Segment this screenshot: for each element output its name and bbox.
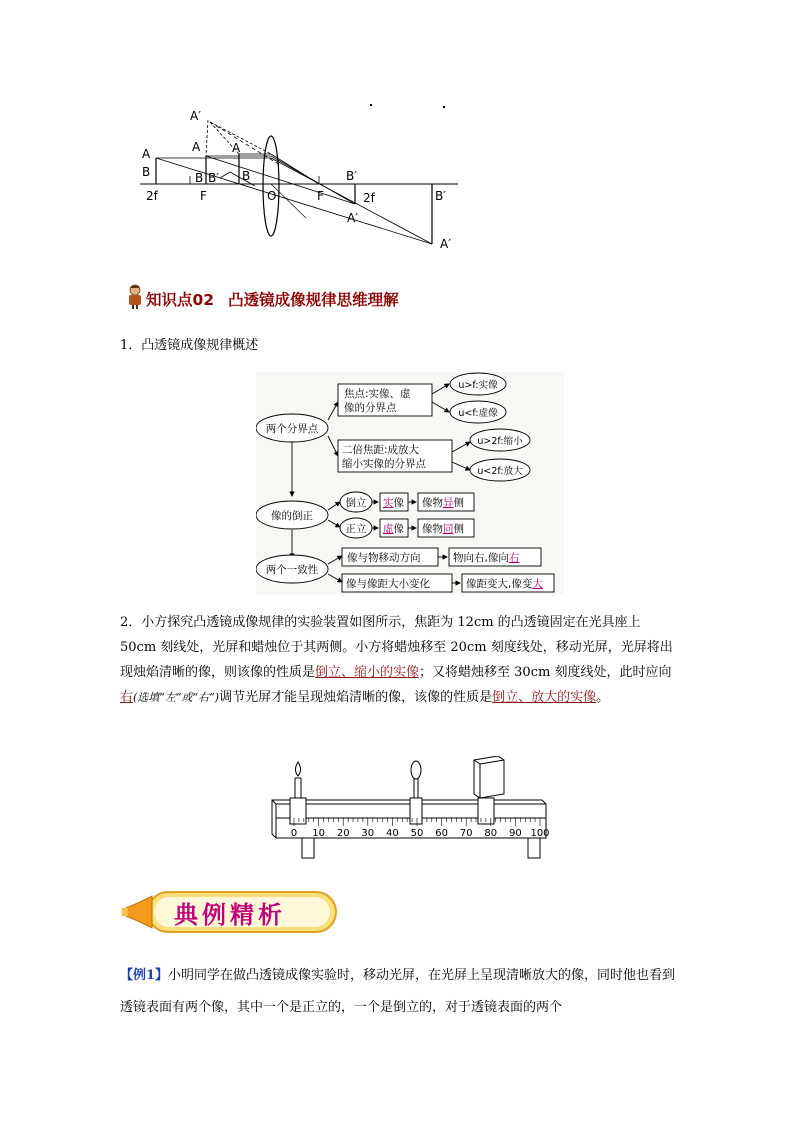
cm-focus-1: 焦点:实像、虚 — [344, 388, 411, 400]
cm-consistency: 两个一致性 — [265, 564, 319, 576]
scale-label: 80 — [484, 828, 498, 839]
label: 2f — [146, 189, 158, 203]
scale-label: 60 — [435, 828, 448, 839]
cm-double-out2: u<2f:放大 — [477, 466, 523, 477]
cm-virtual: 虚像 — [383, 523, 404, 535]
scale-label: 70 — [459, 828, 473, 839]
scale-label: 20 — [336, 828, 350, 839]
cm-move-dir: 像与物移动方向 — [347, 552, 421, 564]
megaphone-icon — [126, 896, 152, 928]
answer-2: 右 — [120, 690, 134, 705]
cm-focus-out1: u>f:实像 — [458, 380, 498, 391]
optical-bench-figure — [262, 756, 562, 866]
teacher-icon — [126, 283, 144, 309]
label: F — [200, 189, 207, 203]
knowledge-point-heading: 凸透镜成像规律思维理解 — [228, 291, 399, 309]
label: A — [142, 147, 151, 161]
scale-label: 40 — [386, 828, 399, 839]
label: B — [195, 171, 204, 185]
cm-size-rule: 像距变大,像变大 — [466, 578, 543, 590]
example-text: 小明同学在做凸透镜成像实验时，移动光屏，在光屏上呈现清晰放大的像，同时他也看到透镜表面有两个像，其中一个是正立的，一个是倒立的，对于透镜表面的两个 — [120, 968, 676, 1015]
examples-banner-title: 典例精析 — [174, 901, 286, 929]
concept-map — [256, 372, 564, 594]
scale-label: 0 — [290, 828, 298, 839]
scale-label: 50 — [410, 828, 424, 839]
cm-same: 像物同侧 — [422, 523, 464, 535]
example-label: 【例1】 — [120, 968, 169, 983]
cm-orient: 像的倒正 — [271, 510, 313, 522]
label: F — [317, 189, 324, 203]
answer-3: 倒立、放大的实像 — [492, 690, 597, 705]
label: B — [142, 165, 151, 179]
knowledge-point-number: 知识点02 — [146, 291, 215, 309]
scale-label: 10 — [312, 828, 325, 839]
label: 2f — [363, 191, 375, 205]
cm-focus-2: 像的分界点 — [344, 402, 397, 414]
scale-label: 90 — [509, 828, 522, 839]
label: B′ — [208, 171, 219, 185]
cm-opposite: 像物异侧 — [422, 497, 464, 509]
label: B′ — [346, 169, 357, 183]
cm-size-dir: 像与像距大小变化 — [346, 578, 430, 590]
cm-real: 实像 — [383, 497, 404, 509]
label: B — [242, 169, 251, 183]
cm-double-1: 二倍焦距:成放大 — [342, 444, 420, 456]
label: A′ — [440, 237, 451, 251]
label: A — [192, 140, 201, 154]
example-1 — [120, 960, 680, 1024]
question-2: 2．小方探究凸透镜成像规律的实验装置如图所示，焦距为 12cm 的凸透镜固定在光具座上 50cm 刻线处，光屏和蜡烛位于其两侧。小方将蜡烛移至 20cm 刻度线处，移动光屏，光屏将出现烛焰清晰的像，则该像的性质是倒立、缩小的实像；又将蜡烛移至 30cm 刻度线处，此时应向右(选填“左”或“右”)调节光屏才能呈现烛焰清晰的像，该像的性质是倒立、放大的实像。 — [120, 615, 673, 705]
cm-inverted: 倒立 — [345, 497, 367, 509]
knowledge-point-title — [146, 288, 399, 310]
cm-focus-out2: u<f:虚像 — [458, 408, 498, 419]
cm-upright: 正立 — [345, 523, 367, 535]
label: O — [267, 189, 277, 203]
label: A′ — [347, 211, 358, 225]
cm-root: 两个分界点 — [265, 423, 319, 435]
section-heading: 1．凸透镜成像规律概述 — [120, 338, 259, 353]
answer-1: 倒立、缩小的实像 — [315, 665, 420, 680]
lens-ray-diagram — [130, 100, 470, 260]
label: A — [232, 141, 241, 155]
scale-label: 100 — [530, 828, 550, 839]
label: B′ — [435, 189, 446, 203]
label: A′ — [190, 109, 201, 123]
cm-move-rule: 物向右,像向右 — [453, 552, 520, 564]
cm-double-out1: u>2f:缩小 — [477, 436, 523, 447]
cm-double-2: 缩小实像的分界点 — [342, 458, 426, 470]
scale-label: 30 — [361, 828, 375, 839]
